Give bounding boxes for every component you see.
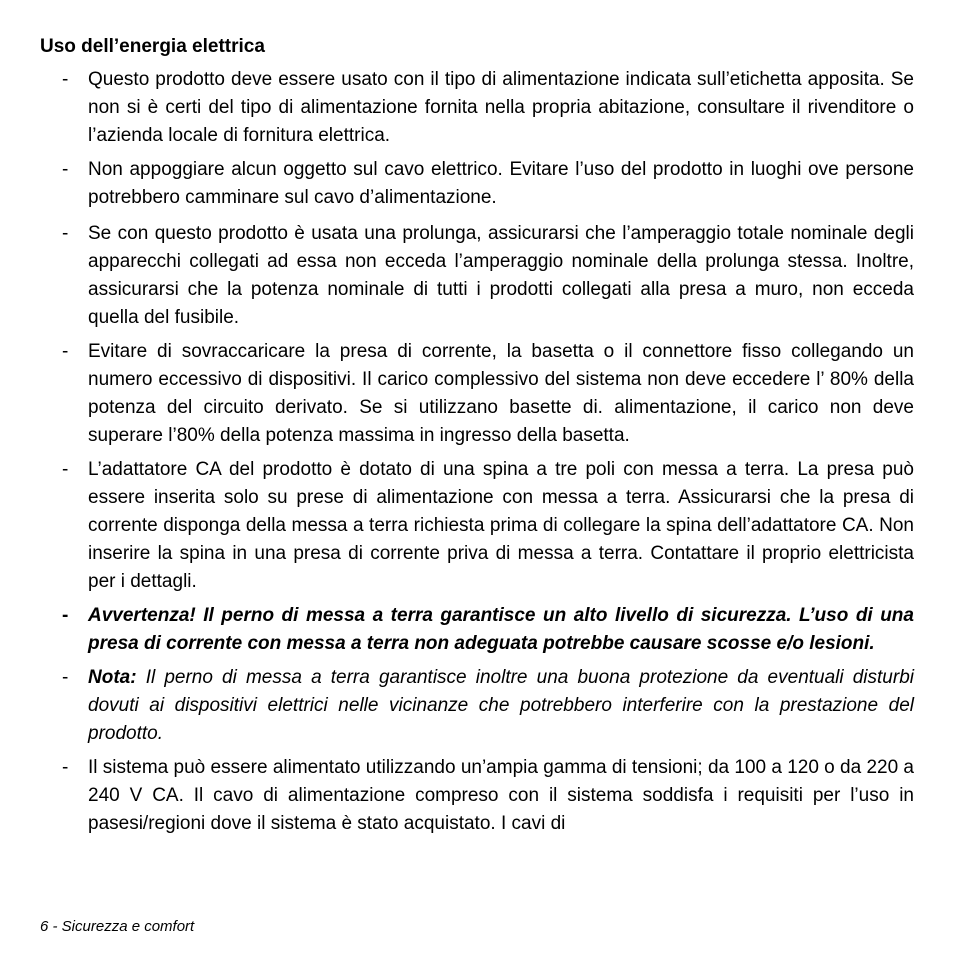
note-item bbox=[40, 664, 914, 748]
list-item bbox=[40, 156, 914, 212]
list-item-text: Questo prodotto deve essere usato con il tipo di alimentazione indicata sull’etichetta apposita. Se non si è certi del tipo di alimentazione fornita nella propria abitazione, consultare il rivenditore o l’azienda locale di fornitura elettrica. bbox=[88, 69, 914, 146]
list-dash: - bbox=[62, 605, 69, 626]
list-dash: - bbox=[62, 69, 69, 90]
list-item bbox=[40, 220, 914, 332]
list-item-text: Evitare di sovraccaricare la presa di corrente, la basetta o il connettore fisso collegando un numero eccessivo di dispositivi. Il carico complessivo del sistema non deve eccedere l’ 80% della potenza del circuito derivato. Se si utilizzano basette di. alimentazione, il carico non deve superare l’80% della potenza massima in ingresso della basetta. bbox=[88, 341, 914, 446]
list-item bbox=[40, 456, 914, 596]
list-dash: - bbox=[62, 459, 69, 480]
list-item bbox=[40, 66, 914, 150]
list-item bbox=[40, 754, 914, 838]
list-item-text: Non appoggiare alcun oggetto sul cavo elettrico. Evitare l’uso del prodotto in luoghi ove persone potrebbero camminare sul cavo d’alimentazione. bbox=[88, 159, 914, 208]
safety-list bbox=[40, 66, 914, 844]
warning-text: Avvertenza! Il perno di messa a terra garantisce un alto livello di sicurezza. L’uso di una presa di corrente con messa a terra non adeguata potrebbe causare scosse e/o lesioni. bbox=[88, 605, 914, 654]
warning-item bbox=[40, 602, 914, 658]
section-heading: Uso dell’energia elettrica bbox=[40, 36, 265, 57]
list-item bbox=[40, 338, 914, 450]
note-text: Il perno di messa a terra garantisce inoltre una buona protezione da eventuali disturbi dovuti ai dispositivi elettrici nelle vicinanze che potrebbero interferire con la prestazione del prodotto. bbox=[88, 667, 914, 744]
list-item-text: Se con questo prodotto è usata una prolunga, assicurarsi che l’amperaggio totale nominale degli apparecchi collegati ad essa non ecceda l’amperaggio nominale della prolunga stessa. Inoltre, assicurarsi che la potenza nominale di tutti i prodotti collegati alla presa a muro, non ecceda quella del fusibile. bbox=[88, 223, 914, 328]
list-dash: - bbox=[62, 223, 69, 244]
page-footer: 6 - Sicurezza e comfort bbox=[40, 918, 195, 935]
list-item-text: Il sistema può essere alimentato utilizzando un’ampia gamma di tensioni; da 100 a 120 o da 220 a 240 V CA. Il cavo di alimentazione compreso con il sistema soddisfa i requisiti per l’uso in pasesi/regioni dove il sistema è stato acquistato. I cavi di bbox=[88, 757, 914, 834]
list-dash: - bbox=[62, 159, 69, 180]
list-item-text: L’adattatore CA del prodotto è dotato di una spina a tre poli con messa a terra. La presa può essere inserita solo su prese di alimentazione con messa a terra. Assicurarsi che la presa di corrente disponga della messa a terra richiesta prima di collegare la spina dell’adattatore CA. Non inserire la spina in una presa di corrente priva di messa a terra. Contattare il proprio elettricista per i dettagli. bbox=[88, 459, 914, 592]
note-label: Nota: bbox=[88, 667, 137, 688]
list-dash: - bbox=[62, 757, 69, 778]
list-dash: - bbox=[62, 667, 69, 688]
list-dash: - bbox=[62, 341, 69, 362]
